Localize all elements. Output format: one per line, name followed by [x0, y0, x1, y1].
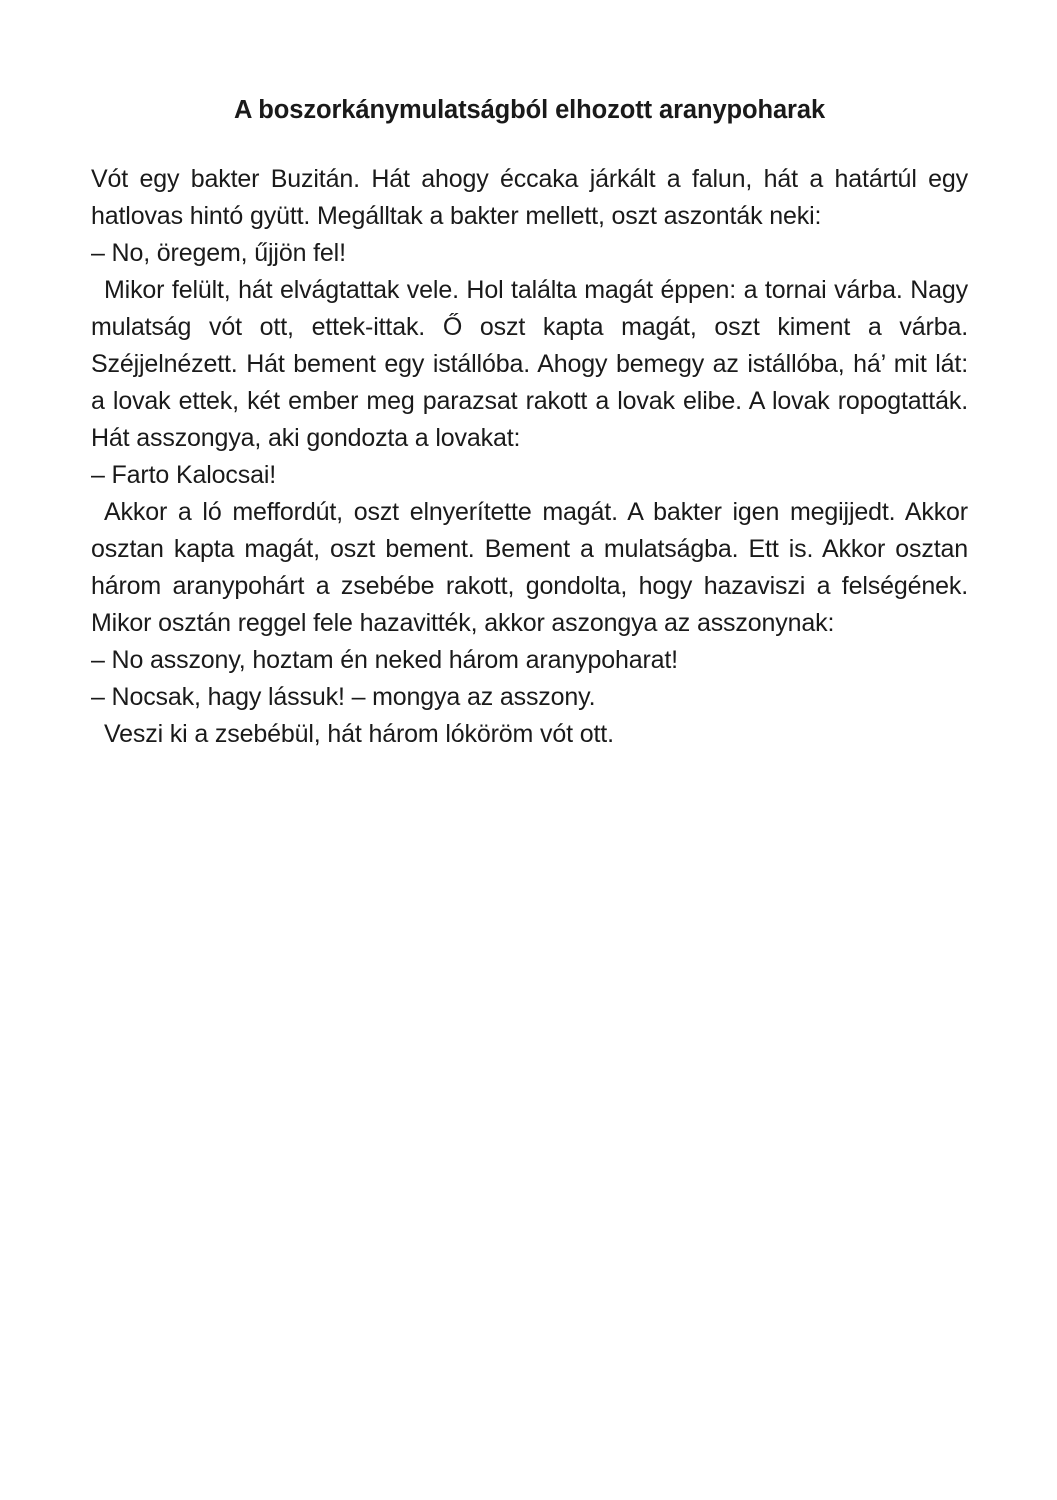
page-title: A boszorkánymulatságból elhozott aranypoharak [233, 96, 826, 124]
body-paragraph: Vót egy bakter Buzitán. Hát ahogy éccaka járkált a falun, hát a határtúl egy hatlovas hintó gyütt. Megálltak a bakter mellett, oszt aszonták neki: [91, 165, 968, 230]
dialogue-line: – No, öregem, űjjön fel! [91, 239, 346, 267]
dialogue-line: – Farto Kalocsai! [91, 461, 277, 489]
body-paragraph: Veszi ki a zsebébül, hát három lóköröm vót ott. [104, 720, 614, 748]
body-paragraph: Akkor a ló meffordút, oszt elnyerítette magát. A bakter igen megijjedt. Akkor osztan kapta magát, oszt bement. Bement a mulatságba. Ett is. Akkor osztan három aranypohárt a zsebébe rakott, gondolta, hogy hazaviszi a felségének. Mikor osztán reggel fele hazavitték, akkor aszongya az asszonynak: [91, 498, 968, 637]
body-paragraph: Mikor felült, hát elvágtattak vele. Hol találta magát éppen: a tornai várba. Nagy mulatság vót ott, ettek-ittak. Ő oszt kapta magát, oszt kiment a várba. Széjjelnézett. Hát bement egy istállóba. Ahogy bemegy az istállóba, há’ mit lát: a lovak ettek, két ember meg parazsat rakott a lovak elibe. A lovak ropogtatták. Hát asszongya, aki gondozta a lovakat: [91, 276, 968, 452]
dialogue-line: – Nocsak, hagy lássuk! – mongya az asszony. [91, 683, 596, 711]
document-content [91, 0, 968, 753]
document-body [91, 161, 968, 753]
dialogue-line: – No asszony, hoztam én neked három aranypoharat! [91, 646, 678, 674]
